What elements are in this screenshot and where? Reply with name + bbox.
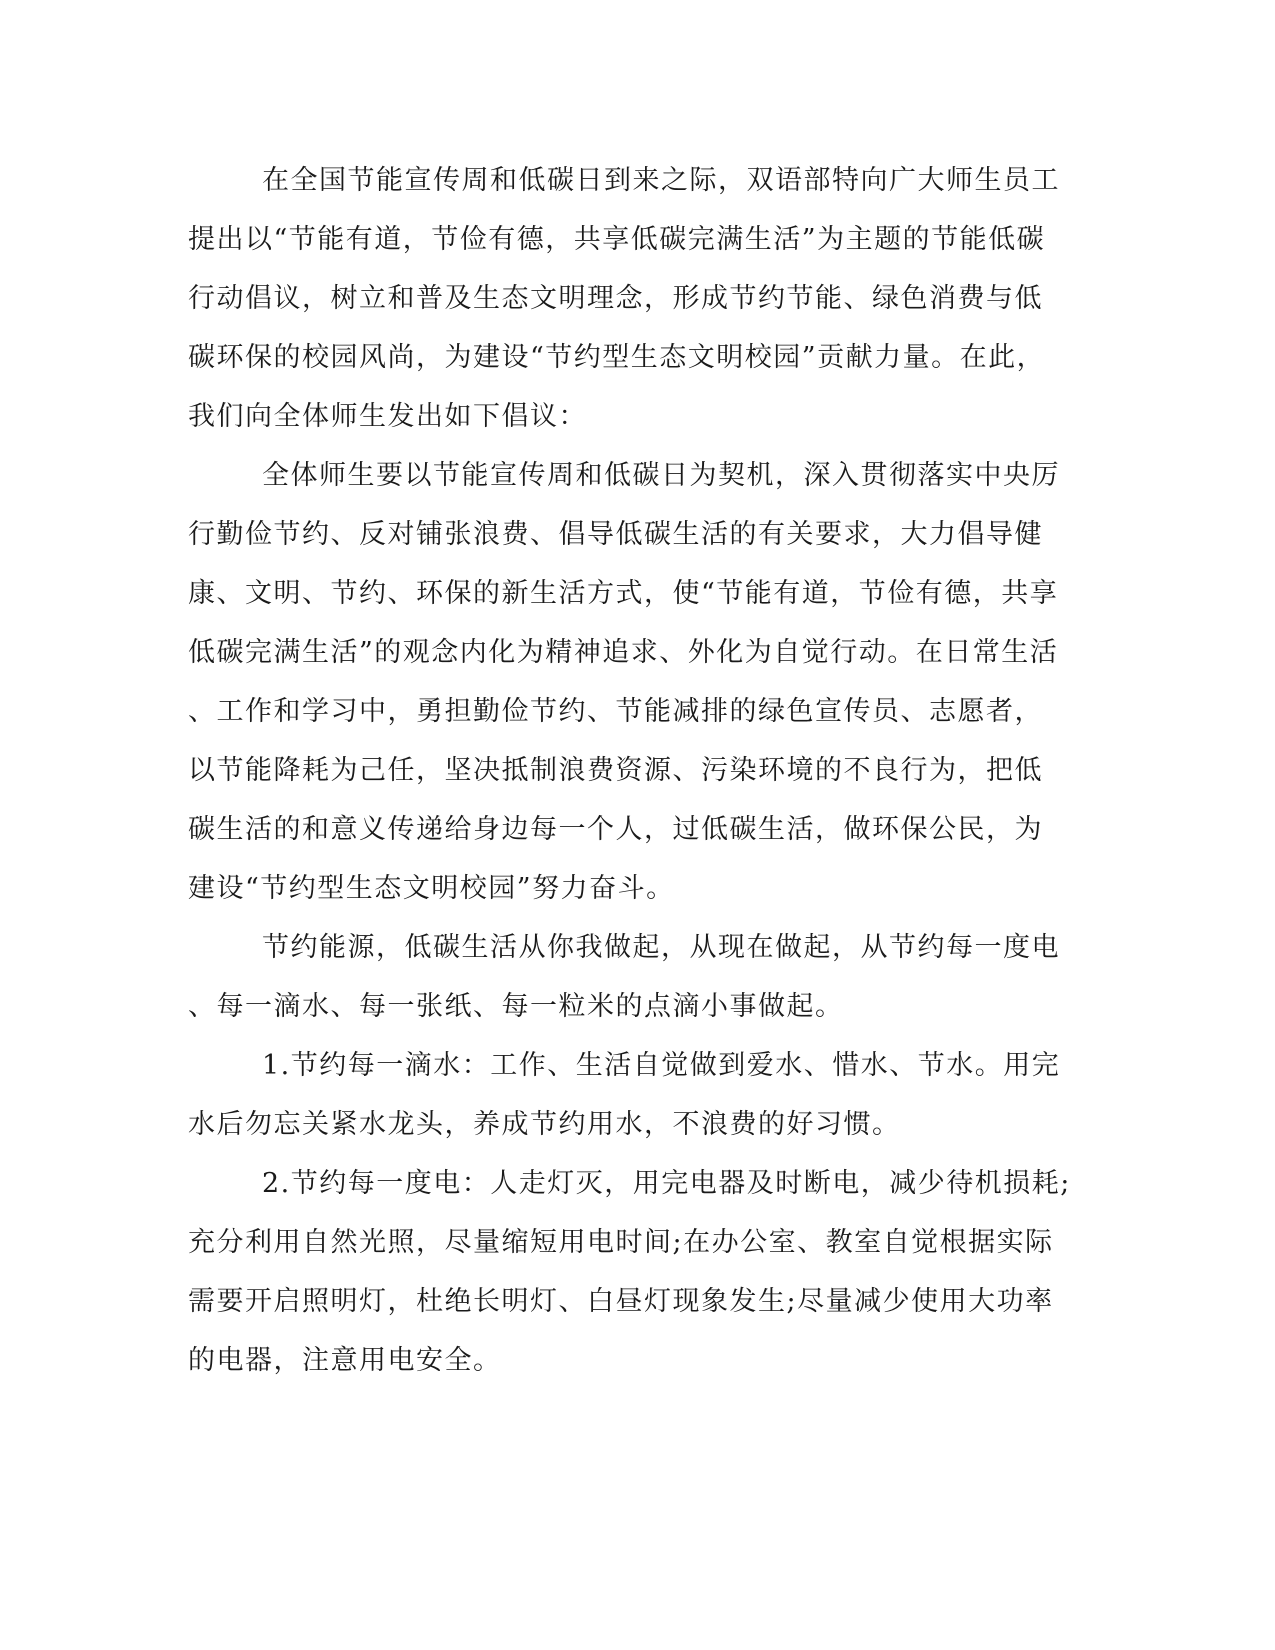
paragraph-3-line-1: 节约能源，低碳生活从你我做起，从现在做起，从节约每一度电 — [262, 932, 1060, 963]
paragraph-5-line-1: 2.节约每一度电：人走灯灭，用完电器及时断电，减少待机损耗; — [262, 1168, 1071, 1199]
paragraph-2-line-7: 碳生活的和意义传递给身边每一个人，过低碳生活，做环保公民，为 — [188, 814, 1043, 845]
paragraph-2-line-2: 行勤俭节约、反对铺张浪费、倡导低碳生活的有关要求，大力倡导健 — [188, 519, 1043, 550]
paragraph-1-line-4: 碳环保的校园风尚，为建设“节约型生态文明校园”贡献力量。在此， — [188, 342, 1046, 373]
paragraph-1-line-1: 在全国节能宣传周和低碳日到来之际，双语部特向广大师生员工 — [262, 165, 1060, 196]
paragraph-4-line-1: 1.节约每一滴水：工作、生活自觉做到爱水、惜水、节水。用完 — [262, 1050, 1061, 1081]
paragraph-2-line-1: 全体师生要以节能宣传周和低碳日为契机，深入贯彻落实中央厉 — [262, 460, 1060, 491]
paragraph-2-line-8: 建设“节约型生态文明校园”努力奋斗。 — [188, 873, 675, 904]
paragraph-2-line-3: 康、文明、节约、环保的新生活方式，使“节能有道，节俭有德，共享 — [188, 578, 1059, 609]
paragraph-1-line-5: 我们向全体师生发出如下倡议： — [188, 401, 587, 432]
paragraph-5-line-3: 需要开启照明灯，杜绝长明灯、白昼灯现象发生;尽量减少使用大功率 — [188, 1286, 1054, 1317]
paragraph-2-line-4: 低碳完满生活”的观念内化为精神追求、外化为自觉行动。在日常生活 — [188, 637, 1059, 668]
paragraph-4-line-2: 水后勿忘关紧水龙头，养成节约用水，不浪费的好习惯。 — [188, 1109, 901, 1140]
paragraph-3-line-2: 、每一滴水、每一张纸、每一粒米的点滴小事做起。 — [188, 991, 844, 1022]
paragraph-2-line-5: 、工作和学习中，勇担勤俭节约、节能减排的绿色宣传员、志愿者， — [188, 696, 1043, 727]
paragraph-5-line-2: 充分利用自然光照，尽量缩短用电时间;在办公室、教室自觉根据实际 — [188, 1227, 1054, 1258]
paragraph-1-line-2: 提出以“节能有道，节俭有德，共享低碳完满生活”为主题的节能低碳 — [188, 224, 1046, 255]
paragraph-5-line-4: 的电器，注意用电安全。 — [188, 1345, 502, 1376]
paragraph-1-line-3: 行动倡议，树立和普及生态文明理念，形成节约节能、绿色消费与低 — [188, 283, 1043, 314]
paragraph-2-line-6: 以节能降耗为己任，坚决抵制浪费资源、污染环境的不良行为，把低 — [188, 755, 1043, 786]
